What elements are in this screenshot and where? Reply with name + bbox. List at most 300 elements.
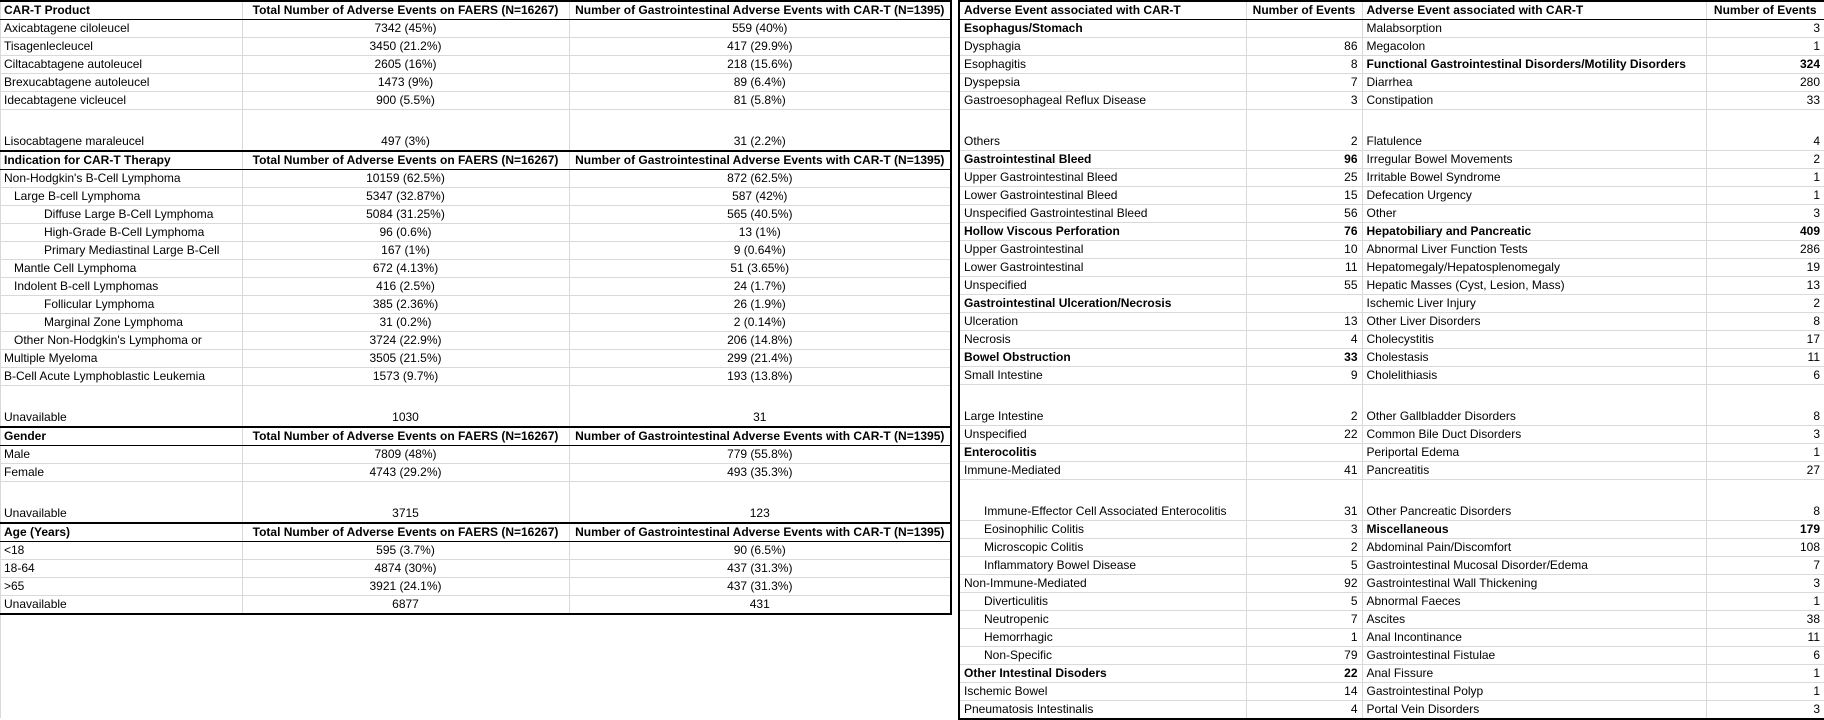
table-cell[interactable]: 872 (62.5%) — [569, 170, 951, 188]
table-cell[interactable] — [1246, 20, 1362, 38]
table-cell[interactable]: Miscellaneous — [1362, 521, 1706, 539]
table-row — [0, 446, 951, 464]
table-cell[interactable]: Non-Immune-Mediated — [959, 575, 1246, 593]
table-row — [959, 241, 1824, 259]
table-row — [0, 314, 951, 332]
table-row — [0, 578, 951, 596]
table-cell[interactable]: Unspecified Gastrointestinal Bleed — [959, 205, 1246, 223]
table-cell[interactable]: 1473 (9%) — [242, 74, 569, 92]
table-cell[interactable]: 3 — [1706, 205, 1824, 223]
table-cell[interactable]: Common Bile Duct Disorders — [1362, 426, 1706, 444]
indications-header-row — [0, 151, 951, 170]
table-row — [0, 110, 951, 152]
table-cell[interactable]: 5084 (31.25%) — [242, 206, 569, 224]
table-cell[interactable]: High-Grade B-Cell Lymphoma — [0, 224, 242, 242]
table-row — [959, 521, 1824, 539]
table-cell[interactable]: Inflammatory Bowel Disease — [959, 557, 1246, 575]
table-row — [0, 56, 951, 74]
table-cell[interactable]: Irregular Bowel Movements — [1362, 151, 1706, 169]
table-cell[interactable]: Unspecified — [959, 277, 1246, 295]
header-cell[interactable]: Number of Gastrointestinal Adverse Events with CAR-T (N=1395) — [569, 1, 951, 20]
table-row — [0, 242, 951, 260]
table-cell[interactable]: 3715 — [242, 482, 569, 524]
table-cell[interactable]: Diarrhea — [1362, 74, 1706, 92]
table-cell[interactable]: 4 — [1246, 701, 1362, 720]
table-cell[interactable]: 6 — [1706, 647, 1824, 665]
table-row — [959, 367, 1824, 385]
table-cell[interactable]: 14 — [1246, 683, 1362, 701]
table-cell[interactable]: 27 — [1706, 462, 1824, 480]
demographics-table — [0, 0, 952, 615]
table-cell[interactable]: 7 — [1706, 557, 1824, 575]
table-cell[interactable]: 10159 (62.5%) — [242, 170, 569, 188]
table-cell[interactable]: Mantle Cell Lymphoma — [0, 260, 242, 278]
table-cell[interactable]: 3 — [1246, 521, 1362, 539]
table-cell[interactable]: 96 — [1246, 151, 1362, 169]
table-row — [959, 480, 1824, 521]
table-row — [0, 206, 951, 224]
table-cell[interactable]: 3505 (21.5%) — [242, 350, 569, 368]
table-cell[interactable]: 9 — [1246, 367, 1362, 385]
table-row — [0, 260, 951, 278]
table-cell[interactable]: Ischemic Bowel — [959, 683, 1246, 701]
table-row — [0, 560, 951, 578]
header-cell[interactable]: Number of Events — [1706, 1, 1824, 20]
table-cell[interactable]: 7 — [1246, 74, 1362, 92]
table-cell[interactable]: 17 — [1706, 331, 1824, 349]
table-row — [959, 169, 1824, 187]
table-row — [959, 151, 1824, 169]
table-cell[interactable]: Defecation Urgency — [1362, 187, 1706, 205]
header-cell[interactable]: Number of Gastrointestinal Adverse Events with CAR-T (N=1395) — [569, 151, 951, 170]
table-row — [959, 557, 1824, 575]
table-cell[interactable]: 38 — [1706, 611, 1824, 629]
table-cell[interactable]: 3 — [1246, 92, 1362, 110]
table-cell[interactable]: Pneumatosis Intestinalis — [959, 701, 1246, 720]
table-row — [0, 224, 951, 242]
table-row — [0, 368, 951, 386]
table-cell[interactable]: 4874 (30%) — [242, 560, 569, 578]
table-cell[interactable] — [1246, 444, 1362, 462]
table-cell[interactable]: Unavailable — [0, 482, 242, 524]
table-cell[interactable]: Cholelithiasis — [1362, 367, 1706, 385]
table-row — [959, 629, 1824, 647]
table-cell[interactable]: Large B-cell Lymphoma — [0, 188, 242, 206]
table-cell[interactable]: 6 — [1706, 367, 1824, 385]
table-row — [0, 38, 951, 56]
table-cell[interactable]: 22 — [1246, 665, 1362, 683]
table-row — [959, 539, 1824, 557]
table-cell[interactable]: Unavailable — [0, 596, 242, 615]
table-row — [959, 223, 1824, 241]
table-cell[interactable]: Ascites — [1362, 611, 1706, 629]
table-cell[interactable]: Diffuse Large B-Cell Lymphoma — [0, 206, 242, 224]
table-cell[interactable]: 2605 (16%) — [242, 56, 569, 74]
table-cell[interactable]: Non-Hodgkin's B-Cell Lymphoma — [0, 170, 242, 188]
products-header-row — [0, 1, 951, 20]
table-cell[interactable]: Hepatomegaly/Hepatosplenomegaly — [1362, 259, 1706, 277]
table-row — [959, 56, 1824, 74]
table-cell[interactable]: 10 — [1246, 241, 1362, 259]
table-cell[interactable]: <18 — [0, 542, 242, 560]
table-cell[interactable]: 565 (40.5%) — [569, 206, 951, 224]
table-cell[interactable]: Primary Mediastinal Large B-Cell — [0, 242, 242, 260]
table-cell[interactable]: Lower Gastrointestinal Bleed — [959, 187, 1246, 205]
table-cell[interactable]: Esophagus/Stomach — [959, 20, 1246, 38]
table-cell[interactable]: 8 — [1706, 313, 1824, 331]
table-cell[interactable]: 15 — [1246, 187, 1362, 205]
table-row — [959, 277, 1824, 295]
table-row — [959, 74, 1824, 92]
table-row — [0, 542, 951, 560]
table-cell[interactable]: Dyspepsia — [959, 74, 1246, 92]
table-row — [959, 92, 1824, 110]
table-cell[interactable]: 22 — [1246, 426, 1362, 444]
table-row — [0, 278, 951, 296]
table-cell[interactable]: Bowel Obstruction — [959, 349, 1246, 367]
table-row — [959, 313, 1824, 331]
table-cell[interactable]: Other Liver Disorders — [1362, 313, 1706, 331]
table-cell[interactable]: 92 — [1246, 575, 1362, 593]
table-row — [959, 444, 1824, 462]
table-row — [0, 170, 951, 188]
table-cell[interactable]: 1 — [1706, 169, 1824, 187]
table-cell[interactable]: 1 — [1706, 593, 1824, 611]
table-cell[interactable]: 900 (5.5%) — [242, 92, 569, 110]
table-cell[interactable]: Hemorrhagic — [959, 629, 1246, 647]
table-cell[interactable]: Lower Gastrointestinal — [959, 259, 1246, 277]
header-cell[interactable]: Indication for CAR-T Therapy — [0, 151, 242, 170]
table-row — [959, 187, 1824, 205]
table-cell[interactable]: Gastrointestinal Bleed — [959, 151, 1246, 169]
table-cell[interactable]: Gastrointestinal Polyp — [1362, 683, 1706, 701]
table-cell[interactable] — [1246, 295, 1362, 313]
table-cell[interactable]: 6877 — [242, 596, 569, 615]
table-cell[interactable]: 3921 (24.1%) — [242, 578, 569, 596]
table-cell[interactable]: 299 (21.4%) — [569, 350, 951, 368]
table-cell[interactable]: 33 — [1246, 349, 1362, 367]
table-cell[interactable]: Immune-Mediated — [959, 462, 1246, 480]
table-cell[interactable]: >65 — [0, 578, 242, 596]
table-cell[interactable]: 218 (15.6%) — [569, 56, 951, 74]
table-cell[interactable]: 5347 (32.87%) — [242, 188, 569, 206]
table-cell[interactable]: Hepatic Masses (Cyst, Lesion, Mass) — [1362, 277, 1706, 295]
table-cell[interactable]: 497 (3%) — [242, 110, 569, 152]
table-cell[interactable]: Megacolon — [1362, 38, 1706, 56]
table-cell[interactable]: Microscopic Colitis — [959, 539, 1246, 557]
table-cell[interactable]: 416 (2.5%) — [242, 278, 569, 296]
header-cell[interactable]: Total Number of Adverse Events on FAERS (N=16267) — [242, 151, 569, 170]
table-cell[interactable]: 11 — [1706, 349, 1824, 367]
table-cell[interactable]: Lisocabtagene maraleucel — [0, 110, 242, 152]
table-cell[interactable]: Large Intestine — [959, 385, 1246, 426]
table-row — [0, 74, 951, 92]
table-cell[interactable]: 5 — [1246, 557, 1362, 575]
table-row — [959, 426, 1824, 444]
table-cell[interactable]: 86 — [1246, 38, 1362, 56]
table-row — [0, 386, 951, 428]
table-cell[interactable]: Other Gallbladder Disorders — [1362, 385, 1706, 426]
table-row — [959, 295, 1824, 313]
table-row — [959, 701, 1824, 720]
table-cell[interactable]: 81 (5.8%) — [569, 92, 951, 110]
table-row — [959, 259, 1824, 277]
table-cell[interactable]: Gastrointestinal Mucosal Disorder/Edema — [1362, 557, 1706, 575]
table-cell[interactable]: 559 (40%) — [569, 20, 951, 38]
table-cell[interactable]: 25 — [1246, 169, 1362, 187]
table-cell[interactable]: Others — [959, 110, 1246, 151]
table-cell[interactable]: Multiple Myeloma — [0, 350, 242, 368]
table-cell[interactable]: 2 (0.14%) — [569, 314, 951, 332]
table-cell[interactable]: 206 (14.8%) — [569, 332, 951, 350]
table-cell[interactable]: Ciltacabtagene autoleucel — [0, 56, 242, 74]
table-cell[interactable]: 179 — [1706, 521, 1824, 539]
table-cell[interactable]: Anal Incontinance — [1362, 629, 1706, 647]
table-cell[interactable]: Abnormal Liver Function Tests — [1362, 241, 1706, 259]
table-cell[interactable]: Hollow Viscous Perforation — [959, 223, 1246, 241]
header-cell[interactable]: Adverse Event associated with CAR-T — [959, 1, 1246, 20]
table-cell[interactable]: 56 — [1246, 205, 1362, 223]
table-cell[interactable]: Pancreatitis — [1362, 462, 1706, 480]
header-cell[interactable]: Number of Gastrointestinal Adverse Events with CAR-T (N=1395) — [569, 523, 951, 542]
table-cell[interactable]: Gastroesophageal Reflux Disease — [959, 92, 1246, 110]
table-cell[interactable]: Portal Vein Disorders — [1362, 701, 1706, 720]
table-cell[interactable]: 3724 (22.9%) — [242, 332, 569, 350]
events-header-row — [959, 1, 1824, 20]
table-row — [959, 20, 1824, 38]
table-cell[interactable]: Small Intestine — [959, 367, 1246, 385]
table-cell[interactable]: Periportal Edema — [1362, 444, 1706, 462]
table-cell[interactable]: Non-Specific — [959, 647, 1246, 665]
table-cell[interactable]: 55 — [1246, 277, 1362, 295]
table-cell[interactable]: Eosinophilic Colitis — [959, 521, 1246, 539]
table-cell[interactable]: Constipation — [1362, 92, 1706, 110]
table-cell[interactable]: 7809 (48%) — [242, 446, 569, 464]
table-cell[interactable]: 493 (35.3%) — [569, 464, 951, 482]
table-cell[interactable]: Cholestasis — [1362, 349, 1706, 367]
header-cell[interactable]: Total Number of Adverse Events on FAERS (N=16267) — [242, 1, 569, 20]
table-row — [0, 92, 951, 110]
header-cell[interactable]: Total Number of Adverse Events on FAERS (N=16267) — [242, 523, 569, 542]
table-row — [0, 188, 951, 206]
table-cell[interactable]: Gastrointestinal Wall Thickening — [1362, 575, 1706, 593]
table-cell[interactable]: 51 (3.65%) — [569, 260, 951, 278]
table-cell[interactable]: 1573 (9.7%) — [242, 368, 569, 386]
table-cell[interactable]: Unspecified — [959, 426, 1246, 444]
table-cell[interactable]: 2 — [1706, 295, 1824, 313]
table-cell[interactable]: 13 (1%) — [569, 224, 951, 242]
table-cell[interactable]: Gastrointestinal Ulceration/Necrosis — [959, 295, 1246, 313]
table-cell[interactable]: 587 (42%) — [569, 188, 951, 206]
table-cell[interactable]: Unavailable — [0, 386, 242, 428]
table-cell[interactable]: Brexucabtagene autoleucel — [0, 74, 242, 92]
table-cell[interactable]: 2 — [1246, 539, 1362, 557]
table-cell[interactable]: 5 — [1246, 593, 1362, 611]
table-cell[interactable]: 4 — [1706, 110, 1824, 151]
table-cell[interactable]: 4 — [1246, 331, 1362, 349]
table-cell[interactable]: Gastrointestinal Fistulae — [1362, 647, 1706, 665]
header-cell[interactable]: Number of Gastrointestinal Adverse Events with CAR-T (N=1395) — [569, 427, 951, 446]
age-header-row — [0, 523, 951, 542]
table-cell[interactable]: Other Intestinal Disoders — [959, 665, 1246, 683]
table-cell[interactable]: Malabsorption — [1362, 20, 1706, 38]
table-cell[interactable]: 31 (2.2%) — [569, 110, 951, 152]
table-cell[interactable]: 3 — [1706, 426, 1824, 444]
table-cell[interactable]: Other — [1362, 205, 1706, 223]
table-cell[interactable]: 33 — [1706, 92, 1824, 110]
table-cell[interactable]: Tisagenlecleucel — [0, 38, 242, 56]
table-cell[interactable]: 90 (6.5%) — [569, 542, 951, 560]
table-row — [0, 482, 951, 524]
table-cell[interactable]: 595 (3.7%) — [242, 542, 569, 560]
table-cell[interactable]: Dysphagia — [959, 38, 1246, 56]
table-cell[interactable]: 7342 (45%) — [242, 20, 569, 38]
table-cell[interactable]: 108 — [1706, 539, 1824, 557]
table-cell[interactable]: Neutropenic — [959, 611, 1246, 629]
table-row — [0, 464, 951, 482]
table-cell[interactable]: 11 — [1706, 629, 1824, 647]
table-cell[interactable]: Marginal Zone Lymphoma — [0, 314, 242, 332]
table-row — [959, 575, 1824, 593]
table-cell[interactable]: Abnormal Faeces — [1362, 593, 1706, 611]
table-cell[interactable]: 2 — [1246, 110, 1362, 151]
table-cell[interactable]: 79 — [1246, 647, 1362, 665]
table-cell[interactable]: 385 (2.36%) — [242, 296, 569, 314]
table-cell[interactable]: 779 (55.8%) — [569, 446, 951, 464]
table-cell[interactable]: 431 — [569, 596, 951, 615]
table-row — [959, 385, 1824, 426]
table-cell[interactable]: 31 — [1246, 480, 1362, 521]
table-row — [959, 683, 1824, 701]
table-cell[interactable]: 409 — [1706, 223, 1824, 241]
table-row — [959, 331, 1824, 349]
table-cell[interactable]: 4743 (29.2%) — [242, 464, 569, 482]
table-cell[interactable]: 8 — [1706, 385, 1824, 426]
table-cell[interactable]: 1030 — [242, 386, 569, 428]
table-cell[interactable]: 280 — [1706, 74, 1824, 92]
table-cell[interactable]: 13 — [1246, 313, 1362, 331]
table-cell[interactable]: 31 (0.2%) — [242, 314, 569, 332]
table-cell[interactable]: 8 — [1706, 480, 1824, 521]
table-row — [0, 596, 951, 615]
table-cell[interactable]: Necrosis — [959, 331, 1246, 349]
table-cell[interactable]: 9 (0.64%) — [569, 242, 951, 260]
table-cell[interactable]: 286 — [1706, 241, 1824, 259]
table-cell[interactable]: Esophagitis — [959, 56, 1246, 74]
table-cell[interactable]: 1 — [1706, 187, 1824, 205]
table-cell[interactable]: Idecabtagene vicleucel — [0, 92, 242, 110]
table-cell[interactable]: B-Cell Acute Lymphoblastic Leukemia — [0, 368, 242, 386]
table-cell[interactable]: Upper Gastrointestinal Bleed — [959, 169, 1246, 187]
table-cell[interactable]: 76 — [1246, 223, 1362, 241]
table-cell[interactable]: 3450 (21.2%) — [242, 38, 569, 56]
header-cell[interactable]: Gender — [0, 427, 242, 446]
table-cell[interactable]: 1 — [1706, 665, 1824, 683]
header-cell[interactable]: Total Number of Adverse Events on FAERS (N=16267) — [242, 427, 569, 446]
table-row — [959, 665, 1824, 683]
adverse-events-table — [958, 0, 1824, 720]
table-cell[interactable]: Ulceration — [959, 313, 1246, 331]
table-cell[interactable]: 89 (6.4%) — [569, 74, 951, 92]
table-cell[interactable]: Anal Fissure — [1362, 665, 1706, 683]
table-cell[interactable]: 167 (1%) — [242, 242, 569, 260]
table-cell[interactable]: 672 (4.13%) — [242, 260, 569, 278]
table-cell[interactable]: 437 (31.3%) — [569, 560, 951, 578]
table-cell[interactable]: 7 — [1246, 611, 1362, 629]
table-row — [959, 205, 1824, 223]
table-cell[interactable]: Hepatobiliary and Pancreatic — [1362, 223, 1706, 241]
table-cell[interactable]: Immune-Effector Cell Associated Enterocolitis — [959, 480, 1246, 521]
table-cell[interactable]: Diverticulitis — [959, 593, 1246, 611]
header-cell[interactable]: CAR-T Product — [0, 1, 242, 20]
table-cell[interactable]: Axicabtagene ciloleucel — [0, 20, 242, 38]
table-cell[interactable]: Flatulence — [1362, 110, 1706, 151]
table-cell[interactable]: Male — [0, 446, 242, 464]
table-cell[interactable]: 8 — [1246, 56, 1362, 74]
table-cell[interactable]: 18-64 — [0, 560, 242, 578]
table-cell[interactable]: Other Pancreatic Disorders — [1362, 480, 1706, 521]
table-cell[interactable]: Abdominal Pain/Discomfort — [1362, 539, 1706, 557]
table-cell[interactable]: 96 (0.6%) — [242, 224, 569, 242]
table-cell[interactable]: 417 (29.9%) — [569, 38, 951, 56]
table-cell[interactable]: Functional Gastrointestinal Disorders/Motility Disorders — [1362, 56, 1706, 74]
table-cell[interactable]: 1 — [1706, 444, 1824, 462]
table-row — [959, 38, 1824, 56]
table-cell[interactable]: 2 — [1246, 385, 1362, 426]
table-cell[interactable]: Indolent B-cell Lymphomas — [0, 278, 242, 296]
table-cell[interactable]: Other Non-Hodgkin's Lymphoma or — [0, 332, 242, 350]
table-cell[interactable]: 1 — [1706, 38, 1824, 56]
table-cell[interactable]: 324 — [1706, 56, 1824, 74]
table-row — [0, 332, 951, 350]
table-cell[interactable]: Enterocolitis — [959, 444, 1246, 462]
table-cell[interactable]: Cholecystitis — [1362, 331, 1706, 349]
table-cell[interactable]: 1 — [1246, 629, 1362, 647]
header-cell[interactable]: Adverse Event associated with CAR-T — [1362, 1, 1706, 20]
table-row — [959, 349, 1824, 367]
header-cell[interactable]: Number of Events — [1246, 1, 1362, 20]
table-row — [959, 611, 1824, 629]
table-cell[interactable]: 3 — [1706, 575, 1824, 593]
table-cell[interactable]: 31 — [569, 386, 951, 428]
table-cell[interactable]: 3 — [1706, 20, 1824, 38]
table-cell[interactable]: 123 — [569, 482, 951, 524]
table-cell[interactable]: 26 (1.9%) — [569, 296, 951, 314]
table-cell[interactable]: Follicular Lymphoma — [0, 296, 242, 314]
table-cell[interactable]: 437 (31.3%) — [569, 578, 951, 596]
table-cell[interactable]: Irritable Bowel Syndrome — [1362, 169, 1706, 187]
table-row — [0, 296, 951, 314]
table-cell[interactable]: Ischemic Liver Injury — [1362, 295, 1706, 313]
table-cell[interactable]: 11 — [1246, 259, 1362, 277]
table-row — [959, 647, 1824, 665]
table-cell[interactable]: 1 — [1706, 683, 1824, 701]
table-cell[interactable]: Female — [0, 464, 242, 482]
table-cell[interactable]: 193 (13.8%) — [569, 368, 951, 386]
table-row — [959, 462, 1824, 480]
table-cell[interactable]: 2 — [1706, 151, 1824, 169]
table-cell[interactable]: 24 (1.7%) — [569, 278, 951, 296]
table-row — [0, 350, 951, 368]
table-cell[interactable]: 13 — [1706, 277, 1824, 295]
table-row — [0, 20, 951, 38]
table-cell[interactable]: 19 — [1706, 259, 1824, 277]
table-row — [959, 593, 1824, 611]
table-cell[interactable]: 41 — [1246, 462, 1362, 480]
table-cell[interactable]: Upper Gastrointestinal — [959, 241, 1246, 259]
table-cell[interactable]: 3 — [1706, 701, 1824, 720]
header-cell[interactable]: Age (Years) — [0, 523, 242, 542]
